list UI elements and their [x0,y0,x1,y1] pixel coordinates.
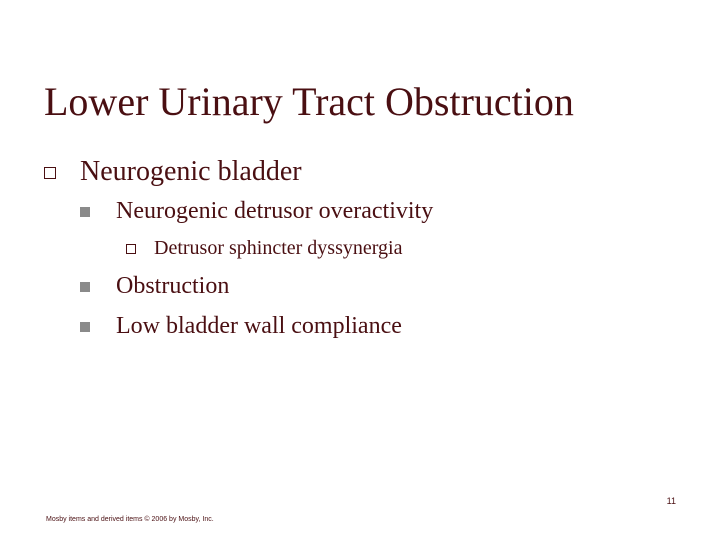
bullet-text: Obstruction [116,273,230,299]
page-number: 11 [666,496,676,506]
bullet-text: Detrusor sphincter dyssynergia [154,237,403,259]
solid-square-bullet-icon [80,282,90,292]
hollow-square-bullet-icon [44,167,56,179]
solid-square-bullet-icon [80,207,90,217]
hollow-square-bullet-icon [126,244,136,254]
bullet-text: Low bladder wall compliance [116,313,402,339]
bullet-text: Neurogenic bladder [80,156,302,187]
slide-title: Lower Urinary Tract Obstruction [44,79,574,124]
copyright-footer: Mosby items and derived items © 2006 by Mosby, Inc. [46,516,214,523]
solid-square-bullet-icon [80,322,90,332]
bullet-text: Neurogenic detrusor overactivity [116,198,434,224]
